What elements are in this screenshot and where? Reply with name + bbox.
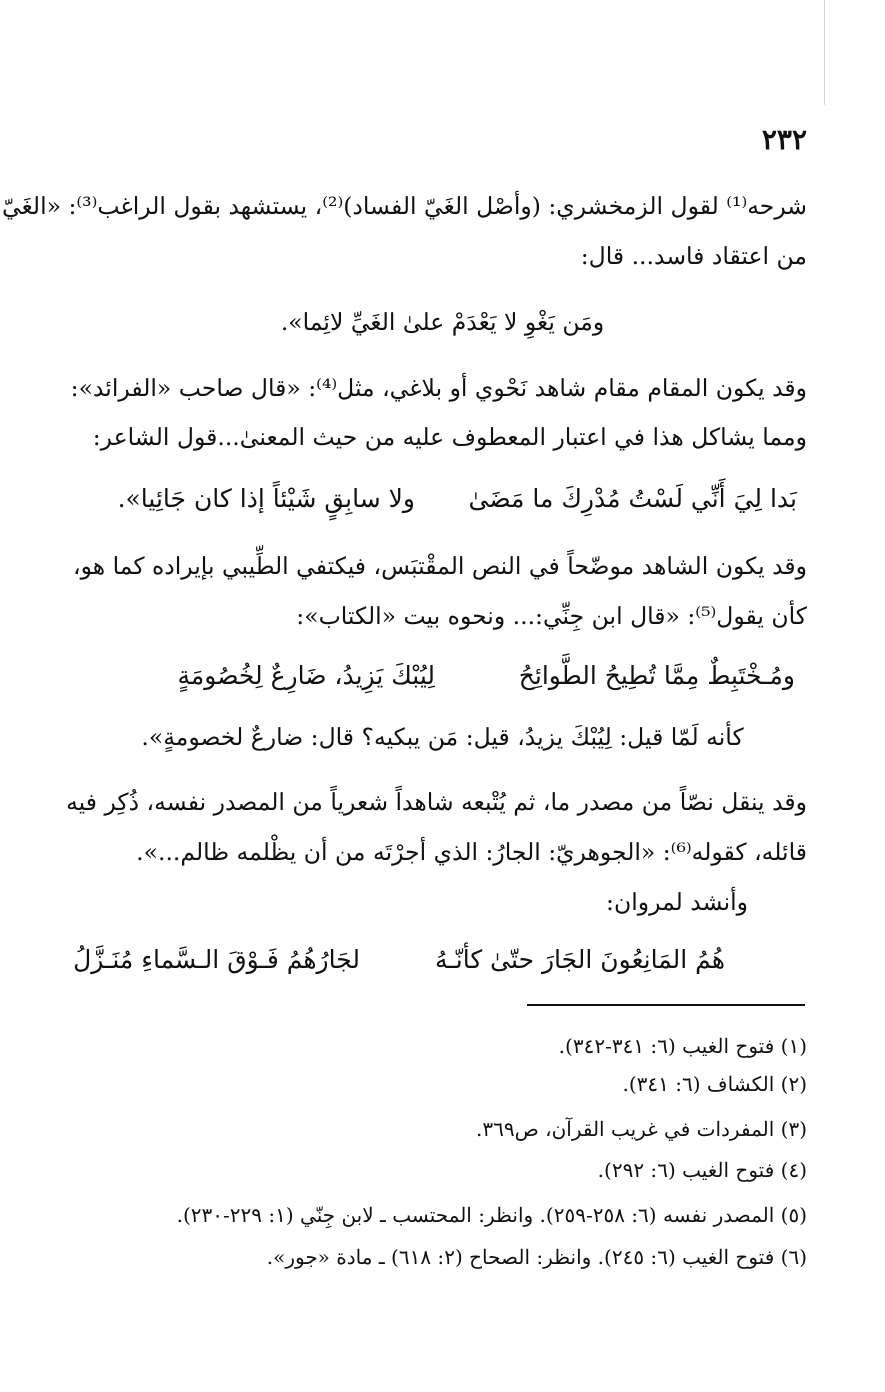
body-line-1: شرحه⁽¹⁾ لقول الزمخشري: (وأصْل الغَيّ الفساد)⁽²⁾، يستشهد بقول الراغب⁽³⁾: «الغَيّ [1,192,807,220]
verse-1-first-hemistich: بَدا لِيَ أَنِّي لَسْتُ مُدْرِكَ ما مَضَىٰ [468,484,797,513]
body-line-7: كأن يقول⁽⁵⁾: «قال ابن جِنِّي:... ونحوه بيت «الكتاب»: [296,602,807,630]
body-line-6: وقد يكون الشاهد موضّحاً في النص المقْتبَس، فيكتفي الطِّيبي بإيراده كما هو، [72,552,807,580]
footnote-1: (١) فتوح الغيب (٦: ٣٤١-٣٤٢). [558,1034,807,1058]
page-number: ٢٣٢ [761,123,807,156]
footnote-6: (٦) فتوح الغيب (٦: ٢٤٥). وانظر: الصحاح (٢: ٦١٨) ـ مادة «جور». [266,1245,807,1269]
body-line-10: قائله، كقوله⁽⁶⁾: «الجوهريّ: الجارُ: الذي أجرْتَه من أن يظْلمه ظالم...». [136,838,807,866]
body-line-4: وقد يكون المقام مقام شاهد نَحْوي أو بلاغي، مثل⁽⁴⁾: «قال صاحب «الفرائد»: [70,374,807,402]
body-line-11: وأنشد لمروان: [606,888,748,916]
verse-1-second-hemistich: ولا سابِقٍ شَيْئاً إذا كان جَائِيا». [117,484,415,513]
body-line-9: وقد ينقل نصّاً من مصدر ما، ثم يُتْبعه شاهداً شعرياً من المصدر نفسه، ذُكِر فيه [66,788,807,816]
body-line-2: من اعتقاد فاسد... قال: [580,242,807,270]
body-line-8: كأنه لَمّا قيل: لِيُبْكَ يزيدُ، قيل: مَن يبكيه؟ قال: ضارعٌ لخصومةٍ». [141,723,744,751]
verse-2-second-hemistich: ومُـخْتَبِطٌ مِمَّا تُطِيحُ الطَّوائِحُ [518,661,795,690]
page-edge-line [824,0,825,105]
verse-3-first-hemistich: هُمُ المَانِعُونَ الجَارَ حتّىٰ كأنّـهُ [435,945,725,974]
verse-2-first-hemistich: لِيُبْكَ يَزِيدُ، ضَارِعٌ لِخُصُومَةٍ [177,661,435,690]
quoted-verse-line: ومَن يَغْوِ لا يَعْدَمْ علىٰ الغَيِّ لائِما». [280,308,605,336]
footnote-2: (٢) الكشاف (٦: ٣٤١). [622,1072,807,1096]
footnote-separator [527,1004,805,1006]
footnote-4: (٤) فتوح الغيب (٦: ٢٩٢). [597,1158,807,1182]
body-line-5: ومما يشاكل هذا في اعتبار المعطوف عليه من حيث المعنىٰ...قول الشاعر: [92,423,807,451]
verse-3-second-hemistich: لجَارُهُمُ فَـوْقَ الـسَّماءِ مُنَـزَّلُ [73,945,360,974]
footnote-5: (٥) المصدر نفسه (٦: ٢٥٨-٢٥٩). وانظر: المحتسب ـ لابن جِنّي (١: ٢٢٩-٢٣٠). [176,1203,807,1227]
footnote-3: (٣) المفردات في غريب القرآن، ص٣٦٩. [475,1117,807,1141]
